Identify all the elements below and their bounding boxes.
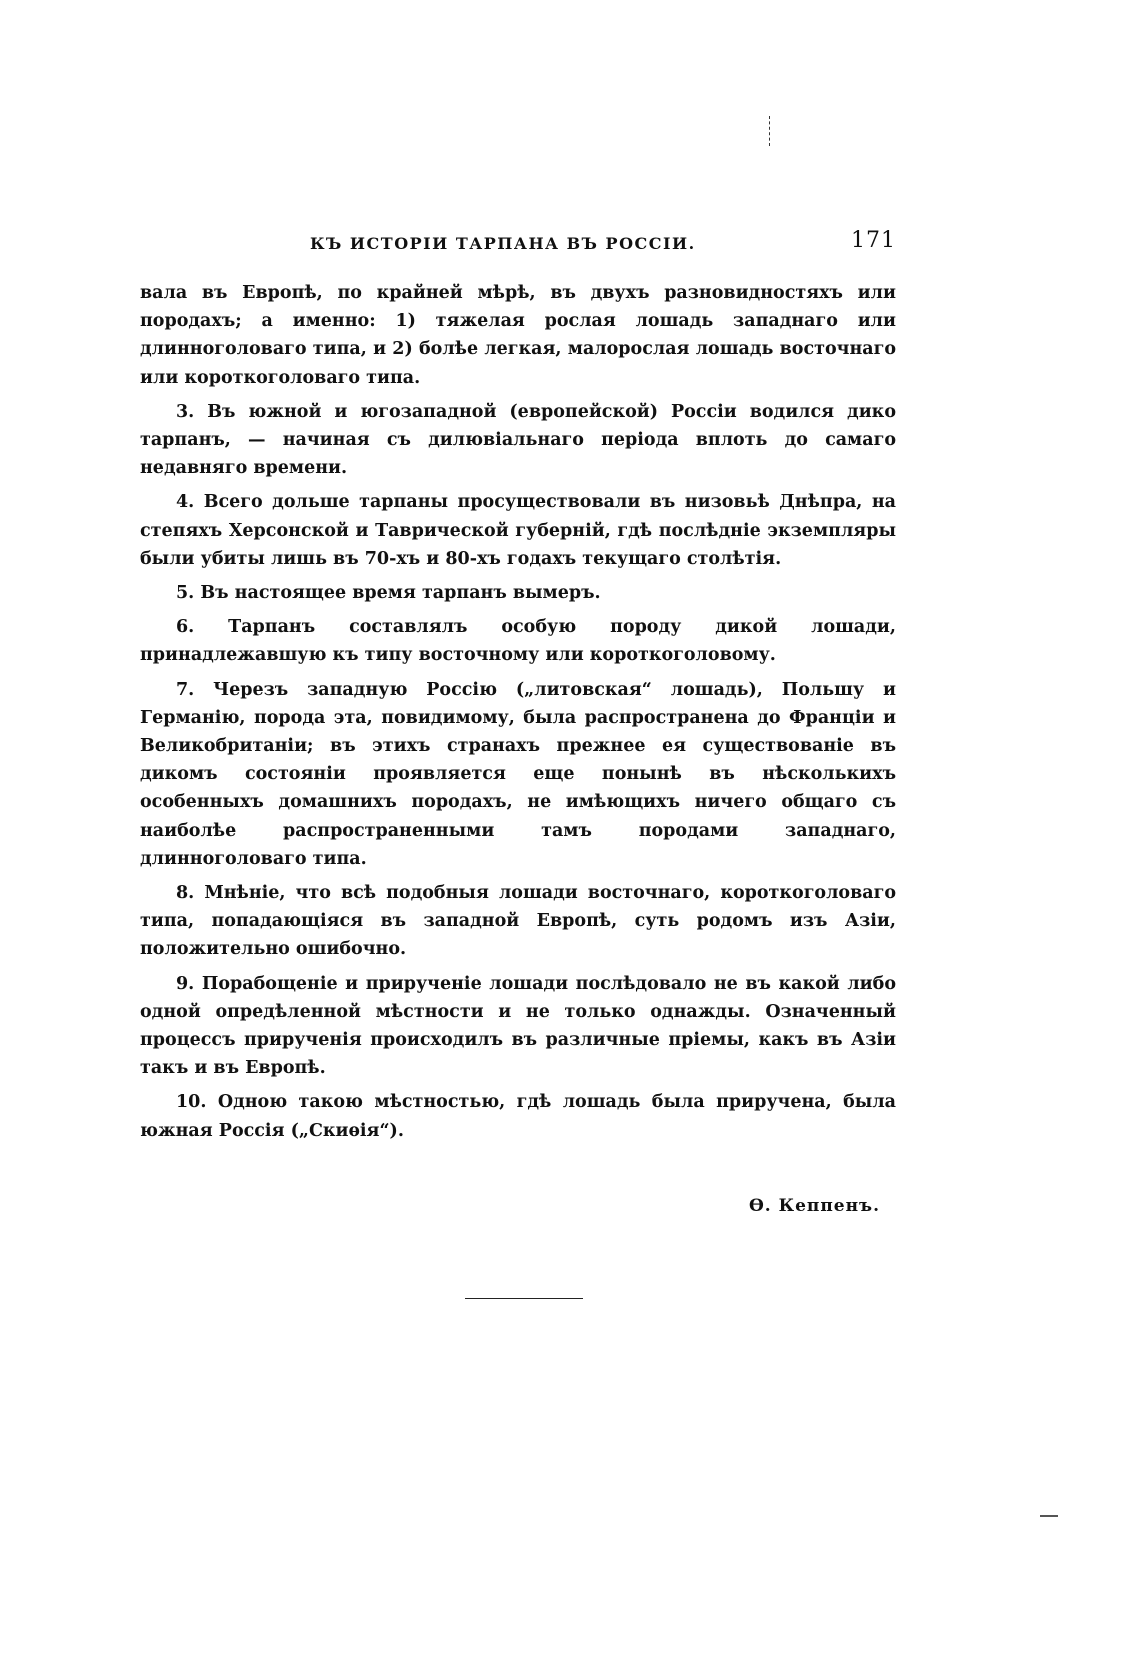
paragraph-4: 4. Всего дольше тарпаны просуществовали въ низовьѣ Днѣпра, на степяхъ Херсонской и Таврической губерній, гдѣ послѣдніе экземпляры были убиты лишь въ 70-хъ и 80-хъ годахъ текущаго столѣтія. <box>140 492 896 569</box>
end-rule <box>465 1298 583 1299</box>
page-number: 171 <box>851 228 896 253</box>
paragraph-7: 7. Черезъ западную Россію („литовская“ лошадь), Польшу и Германію, порода эта, повидимому, была распространена до Франціи и Великобританіи; въ этихъ странахъ прежнее ея существованіе въ дикомъ состояніи проявляется еще понынѣ въ нѣсколькихъ особенныхъ домашнихъ породахъ, не имѣющихъ ничего общаго съ наиболѣе распространенными тамъ породами западнаго, длинноголоваго типа. <box>140 679 896 869</box>
paragraph-6: 6. Тарпанъ составлялъ особую породу дикой лошади, принадлежавшую къ типу восточному или короткоголовому. <box>140 617 896 666</box>
running-head: КЪ ИСТОРІИ ТАРПАНА ВЪ РОССІИ. <box>310 234 696 253</box>
body-text <box>140 279 896 1145</box>
paragraph-9: 9. Порабощеніе и прирученіе лошади послѣдовало не въ какой либо одной опредѣленной мѣстности и не только однажды. Означенный процессъ прирученія происходилъ въ различные пріемы, какъ въ Азіи такъ и въ Европѣ. <box>140 973 896 1079</box>
paragraph-3: 3. Въ южной и югозападной (европейской) Россіи водился дико тарпанъ, — начиная съ дилювіальнаго періода вплоть до самаго недавняго времени. <box>140 401 896 479</box>
paragraph-8: 8. Мнѣніе, что всѣ подобныя лошади восточнаго, короткоголоваго типа, попадающіяся въ западной Европѣ, суть родомъ изъ Азіи, положительно ошибочно. <box>140 883 896 960</box>
paragraph-continuation: вала въ Европѣ, по крайней мѣрѣ, въ двухъ разновидностяхъ или породахъ; а именно: 1) тяжелая рослая лошадь западнаго или длинноголоваго типа, и 2) болѣе легкая, малорослая лошадь восточнаго или короткоголоваго типа. <box>140 283 896 388</box>
author-signature: Ѳ. Кеппенъ. <box>748 1196 880 1216</box>
margin-dash <box>1040 1515 1058 1517</box>
margin-mark <box>769 116 772 146</box>
paragraph-5: 5. Въ настоящее время тарпанъ вымеръ. <box>176 583 601 604</box>
paragraph-10: 10. Одною такою мѣстностью, гдѣ лошадь была приручена, была южная Россія („Скиѳія“). <box>140 1092 896 1141</box>
page-header <box>140 228 896 262</box>
